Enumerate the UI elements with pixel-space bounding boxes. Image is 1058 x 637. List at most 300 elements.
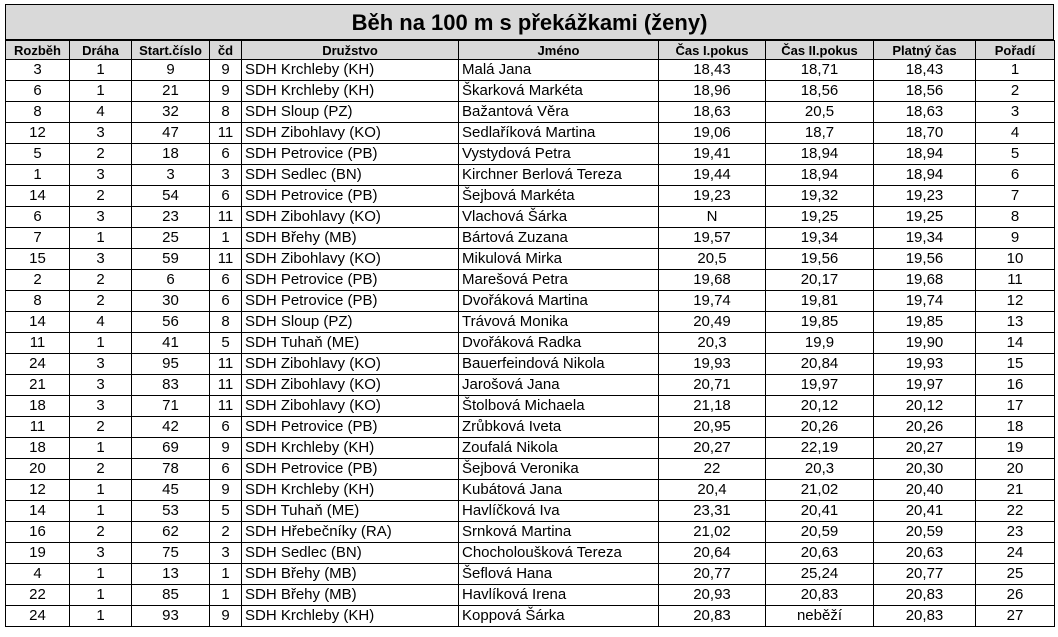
cell-cd: 11 [210,375,242,396]
cell-cas-1: 19,06 [659,123,766,144]
cell-start-cislo: 18 [132,144,210,165]
cell-cd: 9 [210,81,242,102]
cell-cas-1: 19,41 [659,144,766,165]
cell-platny-cas: 20,83 [874,606,976,627]
table-row [6,249,1055,270]
cell-platny-cas: 20,59 [874,522,976,543]
cell-druzstvo: SDH Hřebečníky (RA) [242,522,459,543]
col-header-cd: čd [210,41,242,60]
cell-cas-2: 20,5 [766,102,874,123]
table-row [6,207,1055,228]
table-row [6,459,1055,480]
cell-platny-cas: 20,27 [874,438,976,459]
cell-cas-1: 19,93 [659,354,766,375]
table-row [6,102,1055,123]
cell-jmeno: Koppová Šárka [459,606,659,627]
cell-draha: 1 [70,81,132,102]
cell-druzstvo: SDH Krchleby (KH) [242,606,459,627]
cell-cas-1: 21,02 [659,522,766,543]
cell-jmeno: Malá Jana [459,60,659,81]
header-row [6,41,1055,60]
cell-cas-2: 18,94 [766,144,874,165]
cell-draha: 3 [70,123,132,144]
cell-platny-cas: 18,70 [874,123,976,144]
cell-cd: 8 [210,312,242,333]
cell-cas-1: 21,18 [659,396,766,417]
cell-jmeno: Srnková Martina [459,522,659,543]
col-header-druzstvo: Družstvo [242,41,459,60]
cell-start-cislo: 75 [132,543,210,564]
cell-poradi: 18 [976,417,1055,438]
cell-draha: 2 [70,270,132,291]
cell-cas-1: 23,31 [659,501,766,522]
cell-cas-2: 19,56 [766,249,874,270]
cell-druzstvo: SDH Zibohlavy (KO) [242,396,459,417]
cell-rozbeh: 11 [6,417,70,438]
cell-druzstvo: SDH Petrovice (PB) [242,417,459,438]
cell-platny-cas: 19,56 [874,249,976,270]
table-row [6,165,1055,186]
cell-rozbeh: 6 [6,207,70,228]
cell-platny-cas: 19,68 [874,270,976,291]
cell-cd: 11 [210,207,242,228]
cell-cas-1: 20,93 [659,585,766,606]
results-table [5,40,1055,627]
cell-start-cislo: 9 [132,60,210,81]
cell-start-cislo: 54 [132,186,210,207]
cell-start-cislo: 41 [132,333,210,354]
cell-cas-2: 22,19 [766,438,874,459]
cell-cas-2: 20,3 [766,459,874,480]
table-row [6,312,1055,333]
cell-jmeno: Zoufalá Nikola [459,438,659,459]
cell-jmeno: Šejbová Veronika [459,459,659,480]
cell-cas-1: 18,96 [659,81,766,102]
cell-poradi: 21 [976,480,1055,501]
col-header-rozbeh: Rozběh [6,41,70,60]
cell-platny-cas: 19,85 [874,312,976,333]
cell-start-cislo: 59 [132,249,210,270]
cell-druzstvo: SDH Zibohlavy (KO) [242,207,459,228]
cell-cd: 11 [210,396,242,417]
cell-jmeno: Dvořáková Martina [459,291,659,312]
cell-poradi: 26 [976,585,1055,606]
cell-platny-cas: 19,34 [874,228,976,249]
cell-cas-2: 19,81 [766,291,874,312]
cell-druzstvo: SDH Zibohlavy (KO) [242,375,459,396]
cell-platny-cas: 18,63 [874,102,976,123]
cell-jmeno: Sedlaříková Martina [459,123,659,144]
cell-jmeno: Šeflová Hana [459,564,659,585]
cell-cas-2: 20,63 [766,543,874,564]
cell-draha: 1 [70,60,132,81]
cell-rozbeh: 7 [6,228,70,249]
cell-druzstvo: SDH Břehy (MB) [242,585,459,606]
col-header-start-cislo: Start.číslo [132,41,210,60]
cell-cas-2: 18,56 [766,81,874,102]
cell-start-cislo: 42 [132,417,210,438]
cell-cd: 2 [210,522,242,543]
cell-druzstvo: SDH Petrovice (PB) [242,459,459,480]
cell-druzstvo: SDH Tuhaň (ME) [242,501,459,522]
cell-poradi: 14 [976,333,1055,354]
table-row [6,375,1055,396]
col-header-jmeno: Jméno [459,41,659,60]
cell-druzstvo: SDH Sedlec (BN) [242,165,459,186]
table-row [6,123,1055,144]
cell-cd: 6 [210,144,242,165]
cell-draha: 3 [70,396,132,417]
table-row [6,522,1055,543]
cell-jmeno: Kubátová Jana [459,480,659,501]
cell-poradi: 6 [976,165,1055,186]
cell-platny-cas: 19,25 [874,207,976,228]
cell-jmeno: Bauerfeindová Nikola [459,354,659,375]
cell-cas-2: 20,83 [766,585,874,606]
table-row [6,564,1055,585]
cell-poradi: 2 [976,81,1055,102]
table-row [6,480,1055,501]
cell-jmeno: Bažantová Věra [459,102,659,123]
cell-cd: 1 [210,585,242,606]
cell-platny-cas: 20,41 [874,501,976,522]
cell-cas-1: 19,57 [659,228,766,249]
cell-poradi: 20 [976,459,1055,480]
cell-start-cislo: 56 [132,312,210,333]
cell-cas-2: 21,02 [766,480,874,501]
cell-start-cislo: 95 [132,354,210,375]
cell-rozbeh: 2 [6,270,70,291]
cell-start-cislo: 93 [132,606,210,627]
cell-rozbeh: 19 [6,543,70,564]
cell-cas-1: 18,63 [659,102,766,123]
col-header-poradi: Pořadí [976,41,1055,60]
cell-druzstvo: SDH Břehy (MB) [242,564,459,585]
cell-cas-1: 20,71 [659,375,766,396]
cell-cas-1: 20,4 [659,480,766,501]
cell-rozbeh: 8 [6,102,70,123]
cell-draha: 3 [70,354,132,375]
cell-draha: 3 [70,207,132,228]
cell-draha: 1 [70,228,132,249]
cell-platny-cas: 20,83 [874,585,976,606]
cell-cd: 11 [210,354,242,375]
table-row [6,606,1055,627]
results-body [6,60,1055,627]
cell-platny-cas: 20,40 [874,480,976,501]
cell-cas-2: 18,7 [766,123,874,144]
cell-start-cislo: 83 [132,375,210,396]
cell-start-cislo: 71 [132,396,210,417]
cell-platny-cas: 18,94 [874,144,976,165]
cell-cd: 6 [210,186,242,207]
cell-poradi: 5 [976,144,1055,165]
table-row [6,186,1055,207]
cell-druzstvo: SDH Petrovice (PB) [242,186,459,207]
cell-druzstvo: SDH Krchleby (KH) [242,438,459,459]
cell-start-cislo: 3 [132,165,210,186]
cell-cas-2: 19,9 [766,333,874,354]
cell-cas-2: 25,24 [766,564,874,585]
cell-platny-cas: 18,43 [874,60,976,81]
cell-start-cislo: 6 [132,270,210,291]
cell-rozbeh: 21 [6,375,70,396]
table-row [6,585,1055,606]
cell-rozbeh: 18 [6,438,70,459]
cell-rozbeh: 14 [6,186,70,207]
cell-cas-1: 20,3 [659,333,766,354]
cell-cas-1: 19,44 [659,165,766,186]
cell-cas-1: 20,95 [659,417,766,438]
cell-poradi: 24 [976,543,1055,564]
cell-cas-1: N [659,207,766,228]
cell-rozbeh: 16 [6,522,70,543]
cell-druzstvo: SDH Sedlec (BN) [242,543,459,564]
cell-druzstvo: SDH Zibohlavy (KO) [242,249,459,270]
cell-jmeno: Vystydová Petra [459,144,659,165]
cell-cas-2: 19,32 [766,186,874,207]
cell-jmeno: Havlíčková Iva [459,501,659,522]
cell-jmeno: Dvořáková Radka [459,333,659,354]
cell-draha: 2 [70,144,132,165]
cell-draha: 3 [70,543,132,564]
cell-start-cislo: 45 [132,480,210,501]
cell-rozbeh: 24 [6,354,70,375]
table-row [6,501,1055,522]
cell-druzstvo: SDH Sloup (PZ) [242,102,459,123]
cell-draha: 3 [70,375,132,396]
cell-draha: 2 [70,417,132,438]
cell-cd: 1 [210,228,242,249]
cell-druzstvo: SDH Krchleby (KH) [242,60,459,81]
cell-cas-2: 20,59 [766,522,874,543]
cell-druzstvo: SDH Petrovice (PB) [242,270,459,291]
cell-rozbeh: 20 [6,459,70,480]
cell-cd: 6 [210,291,242,312]
cell-cas-2: 19,34 [766,228,874,249]
cell-start-cislo: 32 [132,102,210,123]
cell-draha: 2 [70,186,132,207]
cell-poradi: 17 [976,396,1055,417]
cell-cas-2: 20,84 [766,354,874,375]
cell-cd: 6 [210,417,242,438]
col-header-cas-2: Čas II.pokus [766,41,874,60]
table-row [6,228,1055,249]
cell-cas-1: 19,74 [659,291,766,312]
cell-poradi: 7 [976,186,1055,207]
cell-rozbeh: 5 [6,144,70,165]
cell-platny-cas: 20,30 [874,459,976,480]
cell-start-cislo: 13 [132,564,210,585]
table-row [6,438,1055,459]
cell-poradi: 23 [976,522,1055,543]
cell-cas-1: 20,49 [659,312,766,333]
cell-jmeno: Trávová Monika [459,312,659,333]
cell-cas-1: 20,27 [659,438,766,459]
cell-cd: 6 [210,459,242,480]
cell-cas-2: 20,41 [766,501,874,522]
cell-cas-2: 19,85 [766,312,874,333]
table-row [6,333,1055,354]
cell-platny-cas: 19,97 [874,375,976,396]
cell-start-cislo: 53 [132,501,210,522]
cell-druzstvo: SDH Sloup (PZ) [242,312,459,333]
cell-start-cislo: 85 [132,585,210,606]
cell-platny-cas: 19,90 [874,333,976,354]
cell-druzstvo: SDH Zibohlavy (KO) [242,123,459,144]
cell-druzstvo: SDH Petrovice (PB) [242,291,459,312]
cell-draha: 2 [70,291,132,312]
cell-rozbeh: 12 [6,123,70,144]
cell-cas-1: 20,5 [659,249,766,270]
cell-poradi: 27 [976,606,1055,627]
cell-jmeno: Škarková Markéta [459,81,659,102]
cell-start-cislo: 62 [132,522,210,543]
cell-platny-cas: 20,12 [874,396,976,417]
table-row [6,354,1055,375]
cell-poradi: 22 [976,501,1055,522]
cell-cd: 8 [210,102,242,123]
cell-rozbeh: 3 [6,60,70,81]
cell-start-cislo: 25 [132,228,210,249]
cell-rozbeh: 6 [6,81,70,102]
cell-rozbeh: 12 [6,480,70,501]
table-row [6,144,1055,165]
cell-start-cislo: 30 [132,291,210,312]
cell-poradi: 16 [976,375,1055,396]
cell-cd: 3 [210,165,242,186]
cell-platny-cas: 20,63 [874,543,976,564]
cell-jmeno: Zrůbková Iveta [459,417,659,438]
cell-poradi: 25 [976,564,1055,585]
cell-jmeno: Jarošová Jana [459,375,659,396]
cell-cd: 11 [210,123,242,144]
col-header-draha: Dráha [70,41,132,60]
cell-jmeno: Kirchner Berlová Tereza [459,165,659,186]
cell-cd: 9 [210,60,242,81]
cell-poradi: 12 [976,291,1055,312]
cell-jmeno: Chocholoušková Tereza [459,543,659,564]
cell-draha: 4 [70,312,132,333]
cell-cas-2: 18,94 [766,165,874,186]
cell-draha: 2 [70,459,132,480]
cell-draha: 2 [70,522,132,543]
cell-start-cislo: 78 [132,459,210,480]
cell-druzstvo: SDH Zibohlavy (KO) [242,354,459,375]
table-row [6,543,1055,564]
cell-platny-cas: 18,94 [874,165,976,186]
cell-cas-2: 18,71 [766,60,874,81]
cell-rozbeh: 14 [6,312,70,333]
cell-draha: 1 [70,585,132,606]
cell-poradi: 4 [976,123,1055,144]
table-row [6,291,1055,312]
cell-druzstvo: SDH Tuhaň (ME) [242,333,459,354]
cell-rozbeh: 14 [6,501,70,522]
cell-jmeno: Marešová Petra [459,270,659,291]
cell-cd: 11 [210,249,242,270]
cell-cd: 5 [210,333,242,354]
cell-cas-2: neběží [766,606,874,627]
cell-draha: 3 [70,165,132,186]
cell-cas-2: 20,12 [766,396,874,417]
cell-cd: 9 [210,606,242,627]
cell-cas-2: 20,17 [766,270,874,291]
results-sheet [5,4,1054,627]
cell-draha: 1 [70,564,132,585]
cell-cas-1: 22 [659,459,766,480]
cell-cas-2: 20,26 [766,417,874,438]
cell-poradi: 3 [976,102,1055,123]
cell-rozbeh: 22 [6,585,70,606]
cell-platny-cas: 19,74 [874,291,976,312]
cell-cd: 6 [210,270,242,291]
cell-cas-2: 19,97 [766,375,874,396]
cell-platny-cas: 19,93 [874,354,976,375]
cell-druzstvo: SDH Krchleby (KH) [242,81,459,102]
cell-druzstvo: SDH Krchleby (KH) [242,480,459,501]
cell-cas-1: 18,43 [659,60,766,81]
cell-start-cislo: 47 [132,123,210,144]
cell-druzstvo: SDH Břehy (MB) [242,228,459,249]
cell-cd: 5 [210,501,242,522]
cell-cas-1: 19,68 [659,270,766,291]
cell-jmeno: Havlíková Irena [459,585,659,606]
cell-draha: 1 [70,606,132,627]
cell-poradi: 9 [976,228,1055,249]
cell-platny-cas: 20,77 [874,564,976,585]
cell-rozbeh: 18 [6,396,70,417]
cell-draha: 1 [70,438,132,459]
col-header-cas-1: Čas I.pokus [659,41,766,60]
cell-poradi: 15 [976,354,1055,375]
cell-cas-2: 19,25 [766,207,874,228]
cell-jmeno: Štolbová Michaela [459,396,659,417]
cell-cd: 9 [210,438,242,459]
cell-draha: 4 [70,102,132,123]
cell-rozbeh: 24 [6,606,70,627]
cell-jmeno: Vlachová Šárka [459,207,659,228]
cell-druzstvo: SDH Petrovice (PB) [242,144,459,165]
cell-draha: 3 [70,249,132,270]
cell-cd: 9 [210,480,242,501]
cell-jmeno: Mikulová Mirka [459,249,659,270]
cell-rozbeh: 1 [6,165,70,186]
cell-start-cislo: 21 [132,81,210,102]
cell-start-cislo: 69 [132,438,210,459]
cell-poradi: 19 [976,438,1055,459]
cell-jmeno: Šejbová Markéta [459,186,659,207]
table-row [6,396,1055,417]
cell-draha: 1 [70,501,132,522]
cell-draha: 1 [70,333,132,354]
cell-rozbeh: 15 [6,249,70,270]
cell-jmeno: Bártová Zuzana [459,228,659,249]
cell-platny-cas: 20,26 [874,417,976,438]
cell-platny-cas: 19,23 [874,186,976,207]
col-header-platny-cas: Platný čas [874,41,976,60]
table-row [6,270,1055,291]
cell-cas-1: 20,83 [659,606,766,627]
cell-poradi: 10 [976,249,1055,270]
cell-poradi: 1 [976,60,1055,81]
cell-cd: 3 [210,543,242,564]
cell-poradi: 8 [976,207,1055,228]
cell-rozbeh: 11 [6,333,70,354]
sheet-title: Běh na 100 m s překážkami (ženy) [5,4,1054,40]
table-row [6,60,1055,81]
cell-platny-cas: 18,56 [874,81,976,102]
